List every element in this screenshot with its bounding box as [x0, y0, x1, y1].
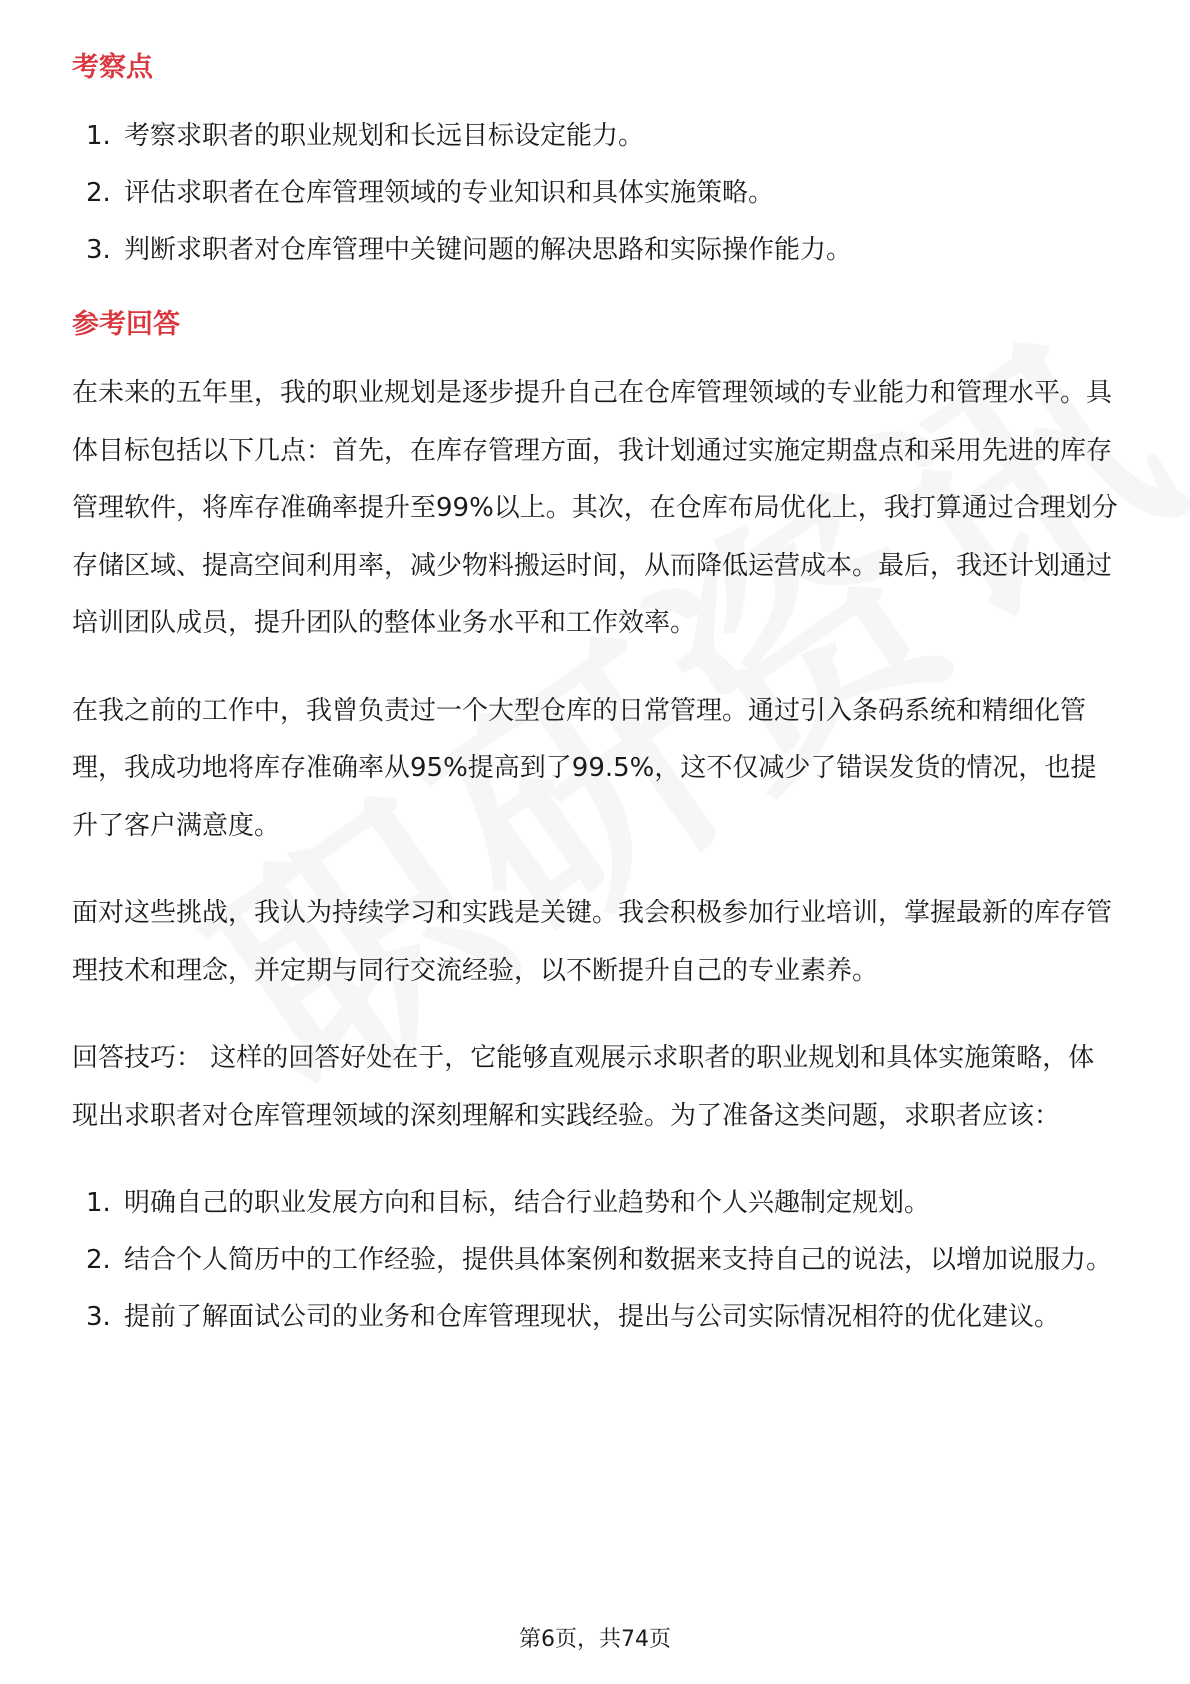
page-number: 第6页，共74页 — [519, 1627, 671, 1652]
list-item: 2. 结合个人简历中的工作经验，提供具体案例和数据来支持自己的说法，以增加说服力。 — [86, 1245, 1113, 1275]
section-title-assessment: 考察点 — [72, 52, 153, 83]
page-content — [72, 48, 1118, 1346]
answer-paragraph: 在未来的五年里，我的职业规划是逐步提升自己在仓库管理领域的专业能力和管理水平。具体目标包括以下几点：首先，在库存管理方面，我计划通过实施定期盘点和采用先进的库存管理软件，将库存准确率提升至99%以上。其次，在仓库布局优化上，我打算通过合理划分存储区域、提高空间利用率，减少物料搬运时间，从而降低运营成本。最后，我还计划通过培训团队成员，提升团队的整体业务水平和工作效率。 — [72, 378, 1118, 638]
section-title-reference-answer: 参考回答 — [72, 309, 180, 340]
list-item: 1. 考察求职者的职业规划和长远目标设定能力。 — [86, 121, 645, 151]
list-item: 2. 评估求职者在仓库管理领域的专业知识和具体实施策略。 — [86, 178, 775, 208]
tips-list — [72, 1175, 1118, 1346]
assessment-list — [72, 108, 1118, 279]
answer-tips-intro: 回答技巧： 这样的回答好处在于，它能够直观展示求职者的职业规划和具体实施策略，体现出求职者对仓库管理领域的深刻理解和实践经验。为了准备这类问题，求职者应该： — [72, 1043, 1095, 1131]
list-item: 1. 明确自己的职业发展方向和目标，结合行业趋势和个人兴趣制定规划。 — [86, 1188, 931, 1218]
list-item: 3. 提前了解面试公司的业务和仓库管理现状，提出与公司实际情况相符的优化建议。 — [86, 1302, 1061, 1332]
answer-paragraph: 在我之前的工作中，我曾负责过一个大型仓库的日常管理。通过引入条码系统和精细化管理，我成功地将库存准确率从95%提高到了99.5%，这不仅减少了错误发货的情况，也提升了客户满意度。 — [72, 695, 1097, 841]
answer-paragraph: 面对这些挑战，我认为持续学习和实践是关键。我会积极参加行业培训，掌握最新的库存管理技术和理念，并定期与同行交流经验，以不断提升自己的专业素养。 — [72, 898, 1113, 986]
list-item: 3. 判断求职者对仓库管理中关键问题的解决思路和实际操作能力。 — [86, 235, 853, 265]
